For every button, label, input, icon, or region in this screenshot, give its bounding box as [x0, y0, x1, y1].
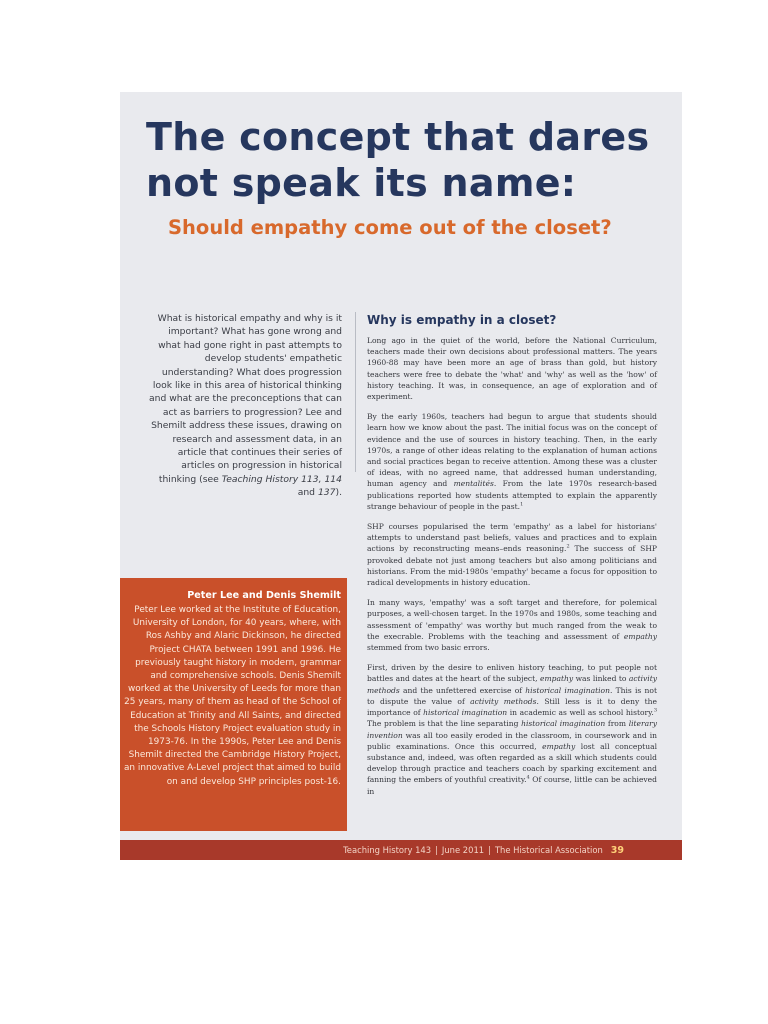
- footnote-ref: 4: [526, 774, 530, 781]
- title-line-2: not speak its name:: [146, 161, 577, 205]
- body-paragraph-2: By the early 1960s, teachers had begun to argue that students should learn how we know about the past. The initial focus was on the concept of evidence and the use of sources in history teaching. Then, in the early 1970s, a range of other ideas relating to the explanation of human actions and social practices began to receive attention. Among these was a cluster of ideas, with no agreed name, that addressed human understanding, human agency and mentalités. From the late 1970s research-based publications reported how students attempted to explain the apparently strange behaviour of people in the past.$^1$: [367, 412, 657, 511]
- author-names: Peter Lee and Denis Shemilt: [187, 590, 341, 601]
- footer-separator: |: [435, 845, 438, 855]
- article-subtitle: Should empathy come out of the closet?: [168, 216, 612, 239]
- intro-ref-issue-137: 137: [317, 487, 336, 499]
- intro-ref-issues: Teaching History 113, 114: [221, 473, 342, 485]
- intro-ref-end: ).: [335, 487, 342, 499]
- body-paragraph-3: SHP courses popularised the term 'empathy' as a label for historians' attempts to understand past beliefs, values and practices and to explain actions by reconstructing means–ends reasoning.$^2$ The success of SHP provoked debate not just among teachers but also among politicians and historians. From the mid-1980s 'empathy' became a focus for opposition to radical developments in history education.: [367, 522, 657, 588]
- author-bio: Peter Lee worked at the Institute of Education, University of London, for 40 years, where, with Ros Ashby and Alaric Dickinson, he directed Project CHATA between 1991 and 1996. He previously taught history in modern, grammar and comprehensive schools. Denis Shemilt worked at the University of Leeds for more than 25 years, many of them as head of the School of Education at Trinity and All Saints, and directed the Schools History Project evaluation study in 1973-76. In the 1990s, Peter Lee and Denis Shemilt directed the Cambridge History Project, an innovative A-Level project that aimed to build on and develop SHP principles post-16.: [123, 605, 341, 787]
- author-box: [120, 578, 347, 831]
- article-title: [146, 114, 666, 206]
- footer-date: June 2011: [441, 845, 485, 855]
- footnote-ref: 3: [653, 707, 657, 714]
- footer-publisher: The Historical Association: [494, 845, 603, 855]
- article-body: [367, 312, 657, 806]
- footer-separator: |: [488, 845, 491, 855]
- footnote-ref: 2: [566, 543, 570, 550]
- section-heading: Why is empathy in a closet?: [367, 313, 557, 327]
- body-paragraph-5: First, driven by the desire to enliven history teaching, to put people not battles and dates at the heart of the subject, empathy was linked to activity methods and the unfettered exercise of historical imagination. This is not to dispute the value of activity methods. Still less is it to deny the importance of historical imagination in academic as well as school history.$^3$ The problem is that the line separating historical imagination from literary invention was all too easily eroded in the classroom, in coursework and in public examinations. Once this occurred, empathy lost all conceptual substance and, indeed, was often regarded as a skill which students could develop through practice and teachers coach by sparking excitement and fanning the embers of youthful creativity.$^4$ Of course, little can be achieved in: [367, 663, 658, 796]
- footnote-ref: 1: [520, 501, 524, 508]
- footer-journal: Teaching History 143: [343, 845, 432, 855]
- intro-ref-and: and: [297, 487, 318, 499]
- body-paragraph-1: Long ago in the quiet of the world, before the National Curriculum, teachers made their own decisions about professional matters. The years 1960-88 may have been more an age of brass than gold, but history teachers were free to debate the 'what' and 'why' as well as the 'how' of history teaching. It was, in consequence, an age of exploration and of experiment.: [367, 336, 657, 402]
- body-paragraph-4: In many ways, 'empathy' was a soft target and therefore, for polemical purposes, a well-chosen target. In the 1970s and 1980s, some teaching and assessment of 'empathy' was worthy but much ranged from the weak to the execrable. Problems with the teaching and assessment of empathy stemmed from two basic errors.: [367, 598, 657, 653]
- page-number: 39: [610, 844, 624, 856]
- column-divider: [355, 312, 356, 472]
- journal-page: [120, 92, 682, 860]
- intro-text: What is historical empathy and why is it important? What has gone wrong and what had gone right in past attempts to develop students' empathetic understanding? What does progression look like in this area of historical thinking and what are the preconceptions that can act as barriers to progression? Lee and Shemilt address these issues, drawing on research and assessment data, in an article that continues their series of articles on progression in historical thinking (see: [149, 313, 342, 485]
- title-line-1: The concept that dares: [146, 115, 650, 159]
- intro-standfirst: [146, 312, 342, 500]
- page-footer: [120, 840, 682, 860]
